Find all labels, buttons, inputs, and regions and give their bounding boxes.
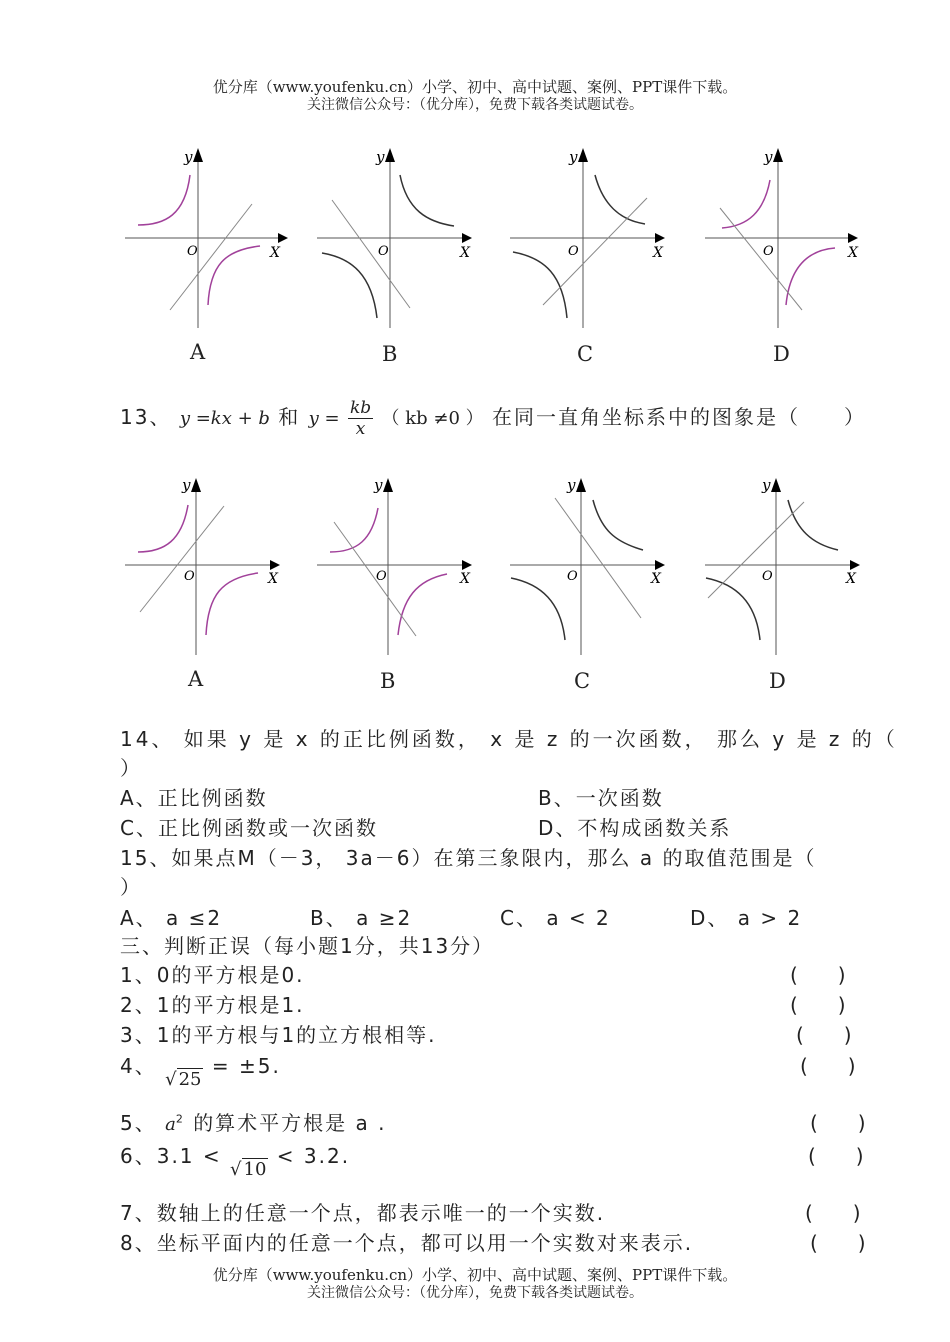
q12-option-d: D	[773, 342, 790, 366]
q13-and: 和	[278, 405, 301, 429]
q14-question-close: ）	[120, 756, 142, 780]
q13-text: 在同一直角坐标系中的图象是（ ）	[492, 405, 867, 429]
q14-option-d: D、不构成函数关系	[538, 816, 732, 840]
origin-label: O	[184, 569, 195, 584]
judge-item-4-answer[interactable]: ( )	[800, 1054, 856, 1078]
q13-option-b: B	[380, 669, 396, 693]
header-line-2: 关注微信公众号：（优分库），免费下载各类试题试卷。	[307, 97, 643, 113]
q13-formula-linear: y =kx + b	[179, 408, 270, 429]
y-axis-label: y	[567, 476, 576, 494]
judge-item-7-answer[interactable]: ( )	[805, 1201, 861, 1225]
q13-option-a: A	[188, 667, 204, 691]
judge-item-6-tail: < 3.2.	[276, 1144, 351, 1168]
q12-option-a: A	[190, 340, 206, 364]
y-axis-label: y	[764, 148, 773, 166]
y-axis-label: y	[762, 476, 771, 494]
judge-item-7: 7、数轴上的任意一个点，都表示唯一的一个实数.	[120, 1201, 606, 1225]
judge-item-8-answer[interactable]: ( )	[810, 1231, 866, 1255]
origin-label: O	[567, 569, 578, 584]
y-axis-label: y	[182, 476, 191, 494]
origin-label: O	[762, 569, 773, 584]
q15-question: 15、如果点M（－3， 3a－6）在第三象限内，那么 a 的取值范围是（	[120, 846, 817, 870]
sqrt-10: √ 10	[230, 1159, 267, 1180]
sqrt-10-radicand: 10	[243, 1159, 267, 1180]
judge-item-3: 3、1的平方根与1的立方根相等.	[120, 1023, 437, 1047]
q15-option-c: C、 a < 2	[500, 906, 611, 930]
sqrt-25-radicand: 25	[178, 1069, 202, 1090]
y-axis-label: y	[376, 148, 385, 166]
q15-option-a: A、 a ≤2	[120, 906, 223, 930]
q15-option-b: B、 a ≥2	[310, 906, 413, 930]
q13-graph-b	[312, 470, 482, 660]
origin-label: O	[376, 569, 387, 584]
q13-option-d: D	[769, 669, 786, 693]
q13-fraction-numerator: kb	[349, 398, 372, 418]
page-footer	[0, 1266, 950, 1302]
judge-item-5-exponent: 2	[175, 1112, 185, 1126]
x-axis-label: X	[268, 571, 278, 587]
judge-item-6-lead: 6、3.1 <	[120, 1144, 222, 1168]
q13-graph-c	[505, 470, 675, 660]
judge-item-6-answer[interactable]: ( )	[808, 1144, 864, 1168]
q13-graph-a	[120, 470, 290, 660]
q15-option-d: D、 a > 2	[690, 906, 803, 930]
q13-number: 13、	[120, 405, 172, 429]
x-axis-label: X	[460, 245, 470, 261]
q15-question-close: ）	[120, 875, 142, 899]
q13-fraction	[348, 398, 373, 439]
q13-fraction-denominator: x	[355, 419, 366, 439]
judge-item-5-answer[interactable]: ( )	[810, 1111, 866, 1135]
page-header	[0, 78, 950, 114]
q14-question: 14、 如果 y 是 x 的正比例函数， x 是 z 的一次函数， 那么 y 是 z 的（	[120, 727, 898, 751]
q12-graph-b	[312, 140, 482, 330]
judge-item-1-answer[interactable]: ( )	[790, 963, 846, 987]
q13-question	[120, 398, 866, 439]
q14-option-a: A、正比例函数	[120, 786, 268, 810]
y-axis-label: y	[569, 148, 578, 166]
judge-item-5-base: a	[165, 1114, 176, 1135]
x-axis-label: X	[846, 571, 856, 587]
judge-item-4	[120, 1050, 281, 1090]
q13-graph-d	[700, 470, 870, 660]
origin-label: O	[187, 244, 198, 259]
x-axis-label: X	[653, 245, 663, 261]
judge-item-6	[120, 1140, 350, 1180]
origin-label: O	[378, 244, 389, 259]
q12-option-b: B	[382, 342, 398, 366]
footer-line-2: 关注微信公众号：（优分库），免费下载各类试题试卷。	[307, 1285, 643, 1301]
q12-graph-a	[120, 140, 290, 330]
q13-formula-lhs: y =	[308, 408, 340, 429]
q12-graph-d	[700, 140, 870, 330]
section3-title: 三、判断正误（每小题1分，共13分）	[120, 934, 495, 958]
q13-condition: （ kb ≠0 ）	[381, 408, 484, 429]
q14-option-b: B、一次函数	[538, 786, 664, 810]
judge-item-5-number: 5、	[120, 1111, 157, 1135]
q14-option-c: C、正比例函数或一次函数	[120, 816, 378, 840]
x-axis-label: X	[460, 571, 470, 587]
x-axis-label: X	[270, 245, 280, 261]
q13-option-c: C	[574, 669, 591, 693]
origin-label: O	[763, 244, 774, 259]
origin-label: O	[568, 244, 579, 259]
judge-item-3-answer[interactable]: ( )	[796, 1023, 852, 1047]
judge-item-2: 2、1的平方根是1.	[120, 993, 305, 1017]
header-line-1: 优分库（www.youfenku.cn）小学、初中、高中试题、案例、PPT课件下载。	[212, 78, 738, 96]
judge-item-4-number: 4、	[120, 1054, 157, 1078]
footer-line-1: 优分库（www.youfenku.cn）小学、初中、高中试题、案例、PPT课件下载。	[212, 1266, 738, 1284]
y-axis-label: y	[374, 476, 383, 494]
judge-item-1: 1、0的平方根是0.	[120, 963, 305, 987]
sqrt-25: √ 25	[165, 1069, 202, 1090]
judge-item-5	[120, 1107, 387, 1136]
judge-item-8: 8、坐标平面内的任意一个点，都可以用一个实数对来表示.	[120, 1231, 694, 1255]
judge-item-5-tail: 的算术平方根是 a .	[193, 1111, 387, 1135]
x-axis-label: X	[651, 571, 661, 587]
q12-option-c: C	[577, 342, 594, 366]
x-axis-label: X	[848, 245, 858, 261]
q12-graph-c	[505, 140, 675, 330]
judge-item-4-tail: = ±5.	[211, 1054, 281, 1078]
judge-item-2-answer[interactable]: ( )	[790, 993, 846, 1017]
y-axis-label: y	[184, 148, 193, 166]
